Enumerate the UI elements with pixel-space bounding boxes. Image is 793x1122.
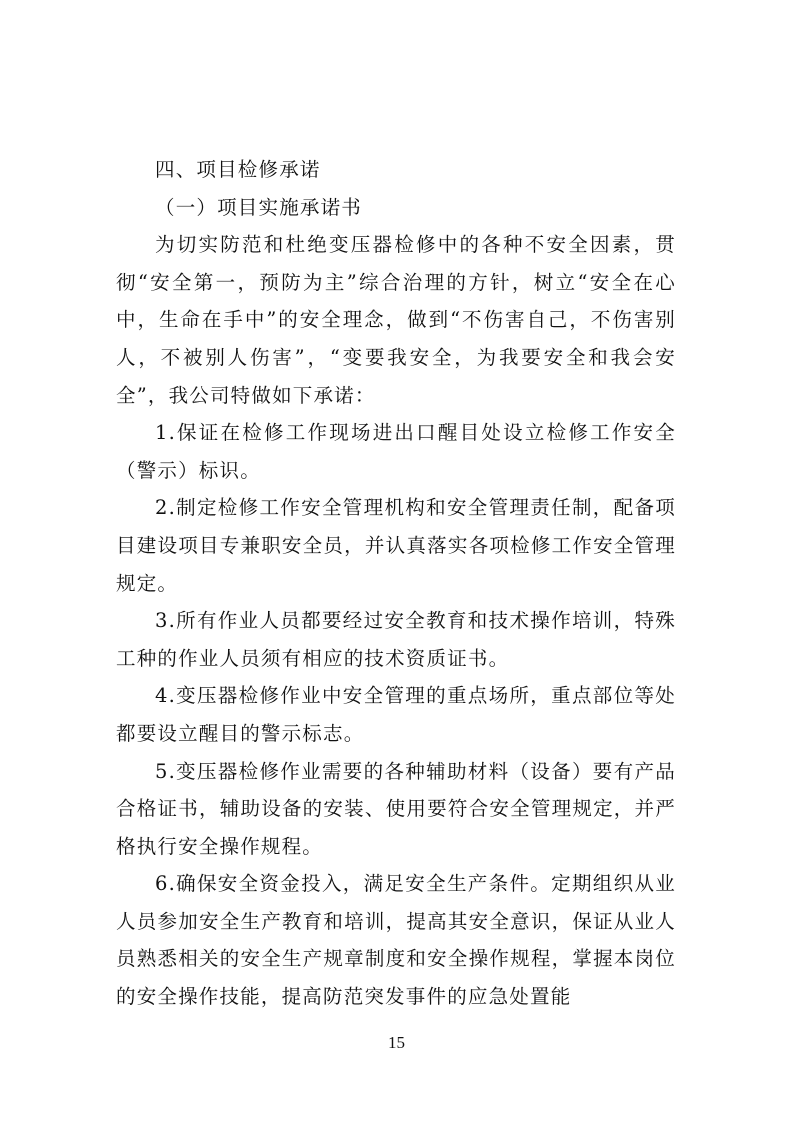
intro-paragraph: 为切实防范和杜绝变压器检修中的各种不安全因素，贯彻“安全第一，预防为主”综合治理的方针，树立“安全在心中，生命在手中”的安全理念，做到“不伤害自己，不伤害别人，不被别人伤害”，“变要我安全，为我要安全和我会安全”，我公司特做如下承诺： xyxy=(116,233,676,407)
section-heading: 四、项目检修承诺 xyxy=(155,158,321,181)
page-number: 15 xyxy=(388,1033,405,1052)
commitment-item-5: 5.变压器检修作业需要的各种辅助材料（设备）要有产品合格证书，辅助设备的安装、使用要符合安全管理规定，并严格执行安全操作规程。 xyxy=(116,759,676,858)
document-body xyxy=(116,151,676,1016)
subsection-heading: （一）项目实施承诺书 xyxy=(155,195,363,219)
commitment-item-1: 1.保证在检修工作现场进出口醒目处设立检修工作安全（警示）标识。 xyxy=(116,421,676,482)
commitment-item-3: 3.所有作业人员都要经过安全教育和技术操作培训，特殊工种的作业人员须有相应的技术资质证书。 xyxy=(116,609,676,670)
commitment-item-4: 4.变压器检修作业中安全管理的重点场所，重点部位等处都要设立醒目的警示标志。 xyxy=(116,684,676,745)
commitment-item-6: 6.确保安全资金投入，满足安全生产条件。定期组织从业人员参加安全生产教育和培训，提高其安全意识，保证从业人员熟悉相关的安全生产规章制度和安全操作规程，掌握本岗位的安全操作技能，提高防范突发事件的应急处置能 xyxy=(116,872,676,1009)
commitment-item-2: 2.制定检修工作安全管理机构和安全管理责任制，配备项目建设项目专兼职安全员，并认真落实各项检修工作安全管理规定。 xyxy=(116,496,676,595)
